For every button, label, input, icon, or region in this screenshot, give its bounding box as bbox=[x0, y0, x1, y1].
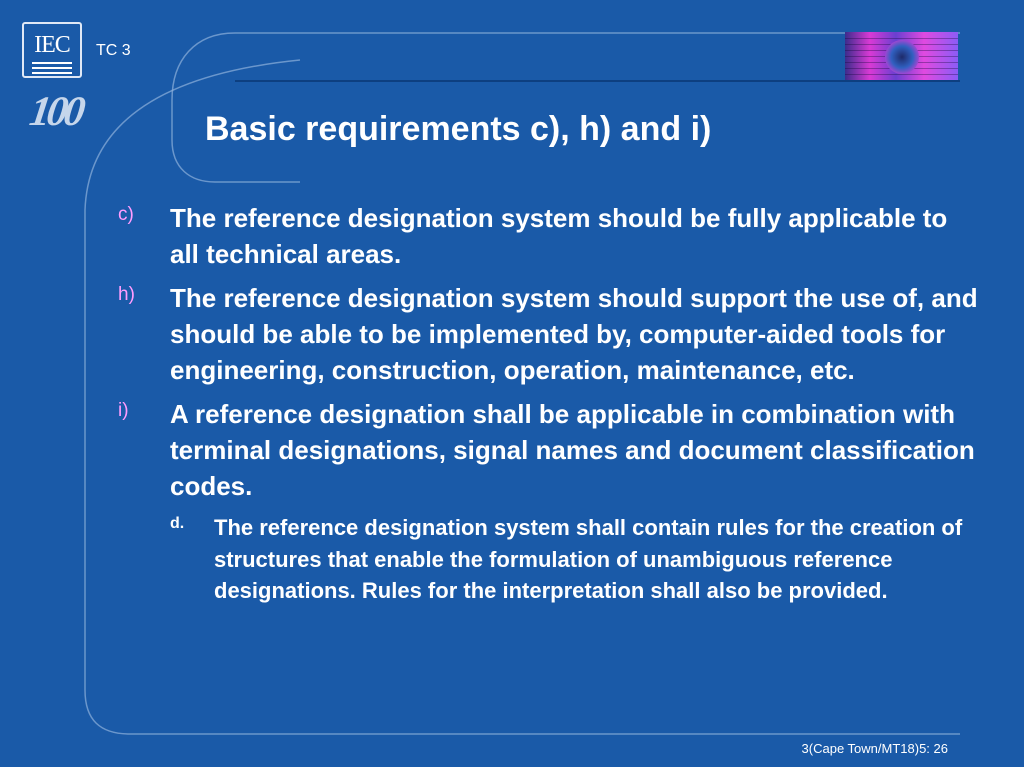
slide-title: Basic requirements c), h) and i) bbox=[205, 110, 712, 148]
iec-logo-text: IEC bbox=[34, 32, 70, 58]
requirements-list bbox=[118, 200, 978, 607]
iec-logo-lines bbox=[32, 62, 72, 77]
anniversary-logo: 100 bbox=[26, 89, 85, 135]
decorative-header-image bbox=[845, 32, 958, 80]
sub-list-item bbox=[118, 512, 978, 607]
committee-label: TC 3 bbox=[96, 42, 131, 59]
list-item-text: A reference designation shall be applicable in combination with terminal designations, signal names and document classification codes. bbox=[170, 399, 975, 501]
list-item bbox=[118, 396, 978, 504]
sub-list-item-text: The reference designation system shall contain rules for the creation of structures that enable the formulation of unambiguous reference designations. Rules for the interpretation shall also be provided. bbox=[214, 515, 963, 603]
iec-logo bbox=[22, 22, 82, 78]
list-marker: i) bbox=[118, 400, 129, 421]
list-item bbox=[118, 280, 978, 388]
list-marker: h) bbox=[118, 284, 135, 305]
slide-footer: 3(Cape Town/MT18)5: 26 bbox=[801, 741, 948, 756]
sub-list-marker: d. bbox=[170, 515, 185, 532]
list-item-text: The reference designation system should support the use of, and should be able to be implemented by, computer-aided tools for engineering, construction, operation, maintenance, etc. bbox=[170, 283, 978, 385]
list-item-text: The reference designation system should be fully applicable to all technical areas. bbox=[170, 203, 948, 269]
list-marker: c) bbox=[118, 204, 134, 225]
list-item bbox=[118, 200, 978, 272]
